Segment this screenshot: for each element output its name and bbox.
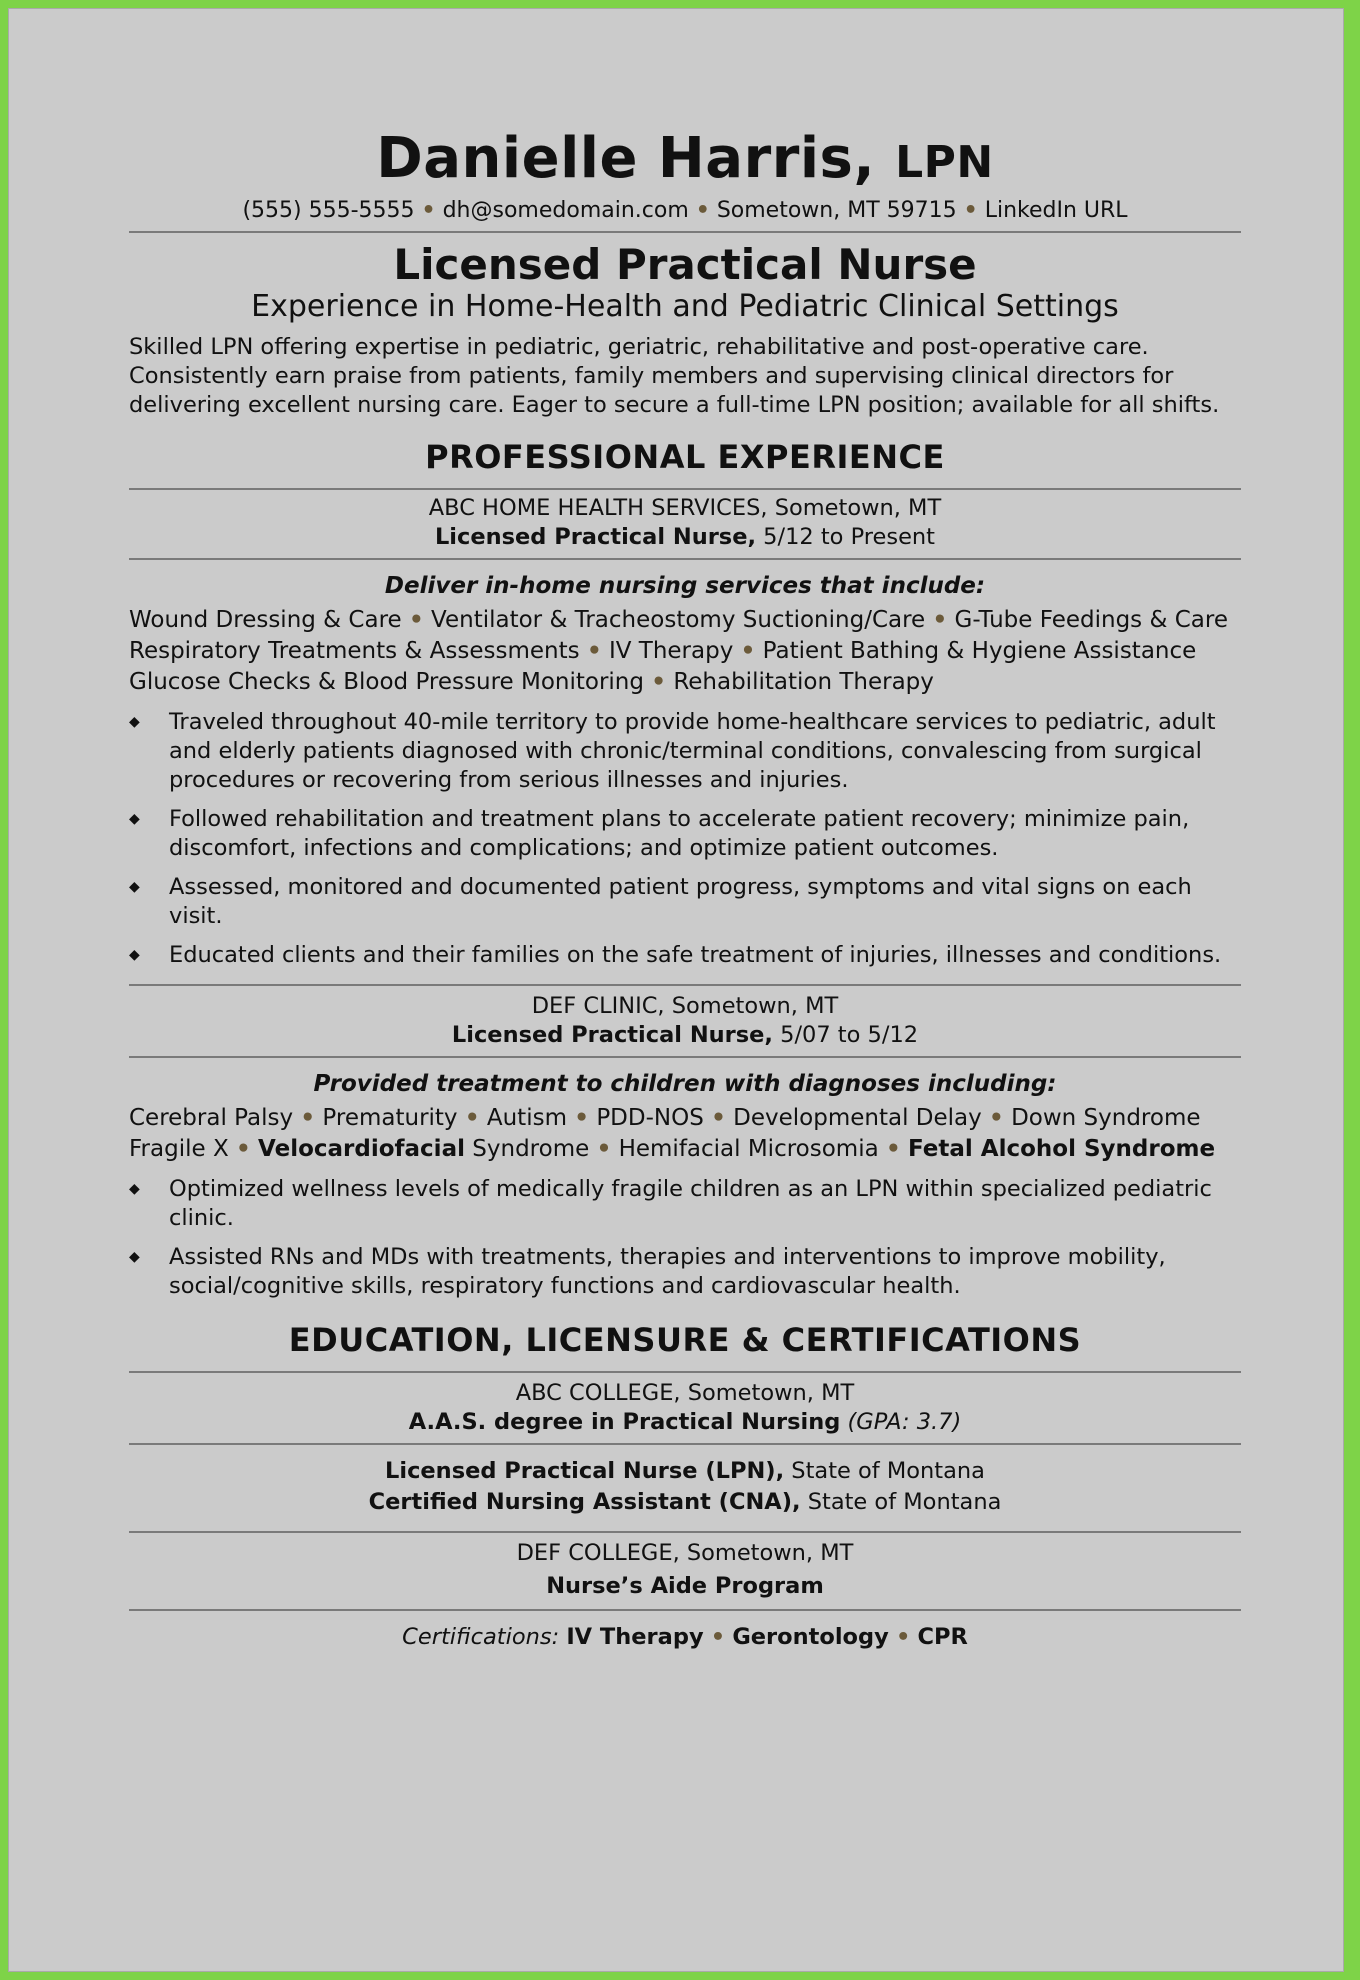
cert-label: Certifications: bbox=[402, 1624, 560, 1650]
license-state: State of Montana bbox=[791, 1458, 985, 1484]
achievement-item bbox=[129, 708, 1241, 795]
achievement-item bbox=[129, 873, 1241, 931]
separator-dot: • bbox=[740, 638, 756, 664]
skill-item: Velocardiofacial bbox=[258, 1136, 465, 1162]
job-role: Licensed Practical Nurse, bbox=[434, 524, 757, 550]
summary-paragraph: Skilled LPN offering expertise in pediatric, geriatric, rehabilitative and post-operative care. Consistently earn praise from patients, family members and supervising clinical directors for delivering excellent nursing care. Eager to secure a full-time LPN position; available for all shifts. bbox=[129, 334, 1220, 418]
separator-dot: • bbox=[710, 1624, 726, 1650]
divider bbox=[129, 1531, 1241, 1533]
skill-item: Respiratory Treatments & Assessments bbox=[129, 638, 580, 664]
diamond-bullet-icon: ◆ bbox=[129, 811, 140, 827]
headline-subtitle: Experience in Home-Health and Pediatric Clinical Settings bbox=[251, 289, 1119, 324]
diamond-bullet-icon: ◆ bbox=[129, 879, 140, 895]
separator-dot: • bbox=[711, 1105, 726, 1131]
separator-dot: • bbox=[300, 1105, 316, 1131]
skill-item: PDD-NOS bbox=[596, 1105, 704, 1131]
skill-item: Down Syndrome bbox=[1011, 1105, 1201, 1131]
headline-title: Licensed Practical Nurse bbox=[393, 240, 977, 289]
achievement-text: Optimized wellness levels of medically fragile children as an LPN within specialized pediatric clinic. bbox=[169, 1176, 1212, 1231]
job-employer: DEF CLINIC, Sometown, MT bbox=[531, 993, 839, 1019]
program-name bbox=[129, 1572, 1241, 1601]
divider bbox=[129, 1443, 1241, 1445]
license-line bbox=[129, 1457, 1241, 1486]
separator-dot: • bbox=[895, 1624, 911, 1650]
job-dates: 5/12 to Present bbox=[763, 524, 936, 550]
skill-item: Cerebral Palsy bbox=[129, 1105, 294, 1131]
cert-item: IV Therapy bbox=[566, 1624, 704, 1650]
skill-item: Ventilator & Tracheostomy Suctioning/Care bbox=[431, 607, 926, 633]
skill-item: Hemifacial Microsomia bbox=[618, 1136, 879, 1162]
skill-item: Developmental Delay bbox=[733, 1105, 982, 1131]
job-dates: 5/07 to 5/12 bbox=[780, 1022, 919, 1048]
separator-dot: • bbox=[932, 607, 948, 633]
skill-item: Fragile X bbox=[129, 1136, 229, 1162]
license-name: Certified Nursing Assistant (CNA), bbox=[368, 1489, 801, 1515]
section-heading-education: EDUCATION, LICENSURE & CERTIFICATIONS bbox=[288, 1321, 1082, 1359]
page-frame bbox=[8, 8, 1344, 1972]
school-name: ABC COLLEGE, Sometown, MT bbox=[515, 1380, 855, 1406]
skill-item: Wound Dressing & Care bbox=[129, 607, 402, 633]
cert-item: CPR bbox=[917, 1624, 968, 1650]
section-heading-experience: PROFESSIONAL EXPERIENCE bbox=[425, 438, 945, 476]
skill-item: Autism bbox=[486, 1105, 567, 1131]
achievement-text: Assisted RNs and MDs with treatments, therapies and interventions to improve mobility, social/cognitive skills, respiratory functions and cardiovascular health. bbox=[169, 1244, 1166, 1299]
job-lead: Provided treatment to children with diagnoses including: bbox=[313, 1071, 1057, 1097]
degree-line bbox=[129, 1408, 1241, 1437]
license-state: State of Montana bbox=[807, 1489, 1002, 1515]
separator-dot: • bbox=[596, 1136, 612, 1162]
skills-list bbox=[129, 1103, 1241, 1165]
achievement-list bbox=[129, 708, 1241, 970]
credential: LPN bbox=[895, 137, 994, 188]
location: Sometown, MT 59715 bbox=[716, 198, 957, 223]
skills-row bbox=[129, 1134, 1241, 1165]
divider bbox=[129, 1609, 1241, 1611]
skill-item: G-Tube Feedings & Care bbox=[954, 607, 1228, 633]
skill-item: Patient Bathing & Hygiene Assistance bbox=[762, 638, 1197, 664]
candidate-name bbox=[129, 127, 1241, 195]
skill-item: Rehabilitation Therapy bbox=[673, 669, 934, 695]
job-title-line bbox=[129, 1021, 1241, 1050]
skills-list bbox=[129, 605, 1241, 698]
divider bbox=[129, 488, 1241, 490]
skills-row bbox=[129, 1103, 1241, 1134]
phone: (555) 555-5555 bbox=[242, 198, 415, 223]
divider bbox=[129, 231, 1241, 233]
skill-item: Prematurity bbox=[322, 1105, 458, 1131]
gpa: (GPA: 3.7) bbox=[847, 1409, 962, 1435]
skills-row bbox=[129, 636, 1241, 667]
separator-dot: • bbox=[409, 607, 424, 633]
skill-item: Syndrome bbox=[472, 1136, 590, 1162]
diamond-bullet-icon: ◆ bbox=[129, 947, 140, 963]
achievement-list bbox=[129, 1175, 1241, 1301]
name-text: Danielle Harris, bbox=[376, 126, 876, 191]
achievement-item bbox=[129, 1243, 1241, 1301]
diamond-bullet-icon: ◆ bbox=[129, 1181, 140, 1197]
separator-dot: • bbox=[574, 1105, 589, 1131]
achievement-item bbox=[129, 1175, 1241, 1233]
achievement-text: Educated clients and their families on the safe treatment of injuries, illnesses and conditions. bbox=[169, 942, 1222, 968]
school-name: DEF COLLEGE, Sometown, MT bbox=[516, 1540, 854, 1566]
separator-dot: • bbox=[886, 1136, 901, 1162]
job-lead: Deliver in-home nursing services that include: bbox=[384, 573, 986, 599]
separator-dot: • bbox=[464, 1105, 480, 1131]
skill-item: Fetal Alcohol Syndrome bbox=[908, 1136, 1216, 1162]
contact-line bbox=[129, 197, 1241, 225]
skill-item: IV Therapy bbox=[608, 638, 734, 664]
skill-item: Glucose Checks & Blood Pressure Monitoring bbox=[129, 669, 644, 695]
achievement-item bbox=[129, 941, 1241, 970]
license-name: Licensed Practical Nurse (LPN), bbox=[385, 1458, 785, 1484]
separator-dot: • bbox=[963, 198, 978, 223]
separator-dot: • bbox=[989, 1105, 1004, 1131]
skills-row bbox=[129, 605, 1241, 636]
separator-dot: • bbox=[236, 1136, 251, 1162]
separator-dot: • bbox=[421, 198, 436, 223]
license-line bbox=[129, 1488, 1241, 1517]
email[interactable]: dh@somedomain.com bbox=[442, 198, 689, 223]
achievement-text: Traveled throughout 40-mile territory to provide home-healthcare services to pediatric, adult and elderly patients diagnosed with chronic/terminal conditions, convalescing from surgical procedures or recovering from serious illnesses and injuries. bbox=[169, 709, 1216, 793]
divider bbox=[129, 1056, 1241, 1058]
skills-row bbox=[129, 667, 1241, 698]
divider bbox=[129, 1371, 1241, 1373]
degree: A.A.S. degree in Practical Nursing bbox=[408, 1409, 841, 1435]
diamond-bullet-icon: ◆ bbox=[129, 1249, 140, 1265]
program: Nurse’s Aide Program bbox=[546, 1573, 824, 1599]
job-title-line bbox=[129, 523, 1241, 552]
linkedin-link[interactable]: LinkedIn URL bbox=[984, 198, 1128, 223]
achievement-text: Assessed, monitored and documented patient progress, symptoms and vital signs on each visit. bbox=[169, 874, 1192, 929]
job-role: Licensed Practical Nurse, bbox=[451, 1022, 773, 1048]
diamond-bullet-icon: ◆ bbox=[129, 714, 140, 730]
resume-document bbox=[129, 127, 1241, 1652]
divider bbox=[129, 558, 1241, 560]
achievement-item bbox=[129, 805, 1241, 863]
separator-dot: • bbox=[651, 669, 666, 695]
divider bbox=[129, 984, 1241, 986]
separator-dot: • bbox=[586, 638, 602, 664]
achievement-text: Followed rehabilitation and treatment plans to accelerate patient recovery; minimize pain, discomfort, infections and complications; and optimize patient outcomes. bbox=[169, 806, 1190, 861]
separator-dot: • bbox=[695, 198, 710, 223]
certifications-line bbox=[129, 1623, 1241, 1652]
job-employer: ABC HOME HEALTH SERVICES, Sometown, MT bbox=[428, 495, 942, 521]
cert-item: Gerontology bbox=[732, 1624, 889, 1650]
